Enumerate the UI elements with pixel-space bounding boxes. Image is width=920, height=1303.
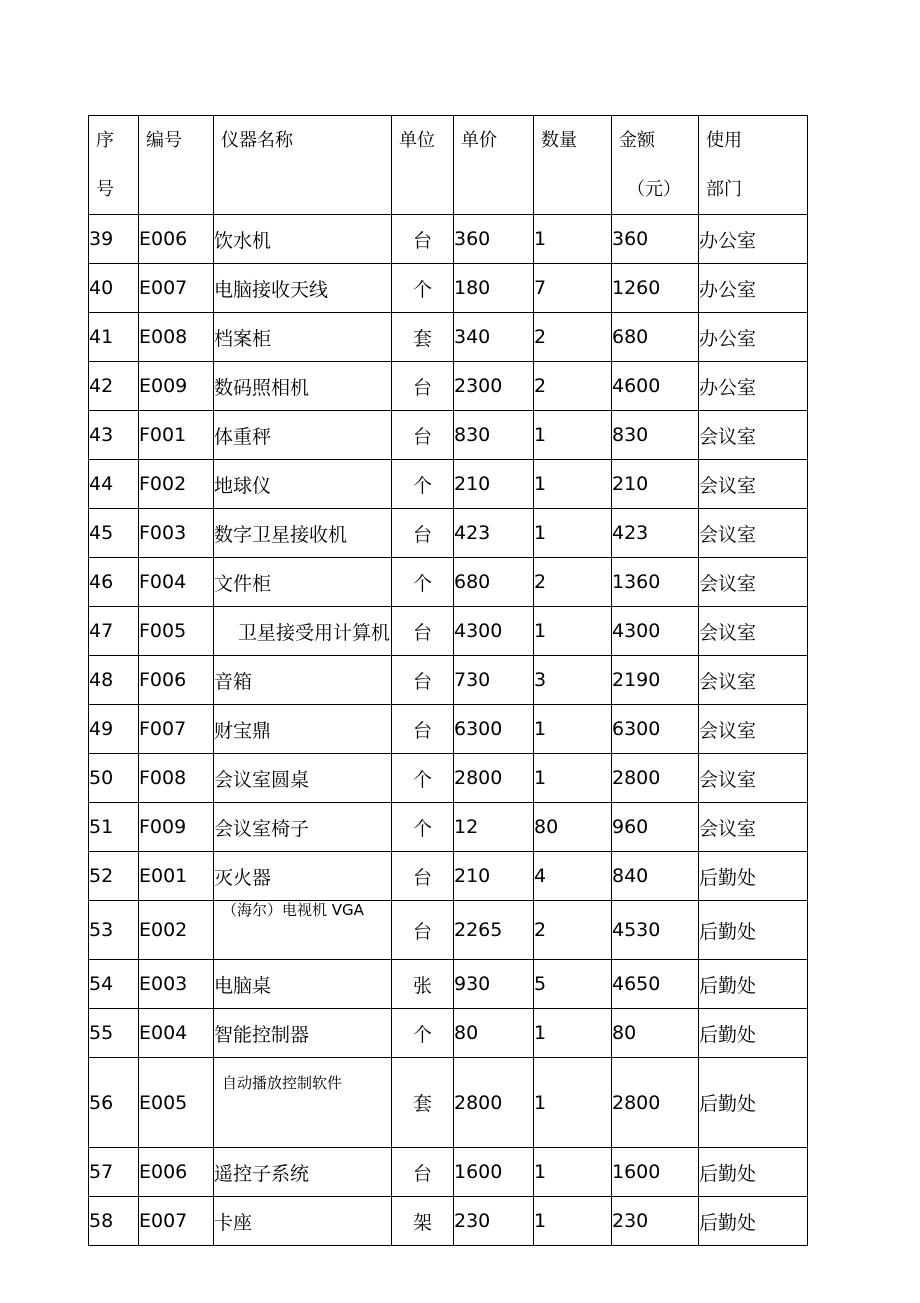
row-name: 卡座 [214, 1197, 392, 1246]
row-quantity: 1 [534, 705, 612, 754]
row-code: E007 [139, 1197, 214, 1246]
row-name: 档案柜 [214, 313, 392, 362]
row-code: E006 [139, 215, 214, 264]
row-amount: 960 [612, 803, 699, 852]
row-name: 数码照相机 [214, 362, 392, 411]
row-index: 46 [89, 558, 139, 607]
row-amount: 4530 [612, 901, 699, 960]
row-price: 180 [454, 264, 534, 313]
row-department: 后勤处 [699, 1197, 808, 1246]
row-amount: 210 [612, 460, 699, 509]
row-code: E007 [139, 264, 214, 313]
row-code: E006 [139, 1148, 214, 1197]
row-price: 680 [454, 558, 534, 607]
row-index: 57 [89, 1148, 139, 1197]
row-code: E009 [139, 362, 214, 411]
row-name-text: （海尔）电视机 VGA [222, 901, 364, 919]
row-name-text: 自动播放控制软件 [222, 1073, 343, 1092]
row-quantity: 1 [534, 1148, 612, 1197]
row-index: 53 [89, 901, 139, 960]
row-index: 51 [89, 803, 139, 852]
row-quantity: 1 [534, 607, 612, 656]
row-department: 会议室 [699, 705, 808, 754]
table-row [89, 656, 808, 705]
equipment-table [88, 115, 808, 1246]
row-name: 电脑桌 [214, 960, 392, 1009]
row-amount: 2190 [612, 656, 699, 705]
header-row [89, 116, 808, 215]
row-price: 1600 [454, 1148, 534, 1197]
row-unit: 套 [392, 313, 454, 362]
row-price: 830 [454, 411, 534, 460]
row-unit: 个 [392, 460, 454, 509]
row-department: 会议室 [699, 460, 808, 509]
row-department: 会议室 [699, 411, 808, 460]
row-name: 电脑接收天线 [214, 264, 392, 313]
row-index: 42 [89, 362, 139, 411]
table-row [89, 803, 808, 852]
row-department: 后勤处 [699, 901, 808, 960]
row-unit: 个 [392, 754, 454, 803]
row-amount: 4650 [612, 960, 699, 1009]
row-unit: 台 [392, 362, 454, 411]
table-row [89, 509, 808, 558]
row-index: 49 [89, 705, 139, 754]
row-department: 办公室 [699, 215, 808, 264]
table-row [89, 1009, 808, 1058]
row-code: F001 [139, 411, 214, 460]
row-amount: 4600 [612, 362, 699, 411]
row-index: 54 [89, 960, 139, 1009]
header-code: 编号 [139, 116, 214, 215]
row-department: 会议室 [699, 607, 808, 656]
row-price: 210 [454, 460, 534, 509]
row-unit: 张 [392, 960, 454, 1009]
table-row [89, 411, 808, 460]
row-price: 930 [454, 960, 534, 1009]
row-code: E004 [139, 1009, 214, 1058]
row-amount: 4300 [612, 607, 699, 656]
row-code: E003 [139, 960, 214, 1009]
row-name: 体重秤 [214, 411, 392, 460]
row-amount: 830 [612, 411, 699, 460]
row-price: 6300 [454, 705, 534, 754]
row-index: 40 [89, 264, 139, 313]
row-amount: 1260 [612, 264, 699, 313]
row-code: F009 [139, 803, 214, 852]
header-idx: 序 号 [89, 116, 139, 215]
row-price: 730 [454, 656, 534, 705]
row-quantity: 1 [534, 215, 612, 264]
table-row [89, 1148, 808, 1197]
row-quantity: 1 [534, 1009, 612, 1058]
table-row [89, 362, 808, 411]
row-quantity: 4 [534, 852, 612, 901]
row-index: 47 [89, 607, 139, 656]
row-unit: 个 [392, 1009, 454, 1058]
row-price: 360 [454, 215, 534, 264]
row-quantity: 80 [534, 803, 612, 852]
row-name: 财宝鼎 [214, 705, 392, 754]
row-code: F004 [139, 558, 214, 607]
row-name: 智能控制器 [214, 1009, 392, 1058]
row-price: 210 [454, 852, 534, 901]
row-unit: 台 [392, 901, 454, 960]
row-department: 会议室 [699, 509, 808, 558]
table-row [89, 960, 808, 1009]
row-price: 423 [454, 509, 534, 558]
table-row [89, 264, 808, 313]
row-code: E001 [139, 852, 214, 901]
header-dept: 使用 部门 [699, 116, 808, 215]
row-unit: 台 [392, 607, 454, 656]
row-quantity: 1 [534, 509, 612, 558]
table-row [89, 901, 808, 960]
row-code: E002 [139, 901, 214, 960]
row-quantity: 1 [534, 460, 612, 509]
row-unit: 个 [392, 264, 454, 313]
row-quantity: 2 [534, 901, 612, 960]
row-department: 会议室 [699, 803, 808, 852]
row-index: 43 [89, 411, 139, 460]
row-amount: 680 [612, 313, 699, 362]
row-quantity: 2 [534, 362, 612, 411]
table-row [89, 460, 808, 509]
row-quantity: 1 [534, 411, 612, 460]
row-amount: 2800 [612, 754, 699, 803]
row-price: 12 [454, 803, 534, 852]
row-name: 饮水机 [214, 215, 392, 264]
row-price: 2800 [454, 1058, 534, 1148]
row-department: 后勤处 [699, 960, 808, 1009]
row-unit: 架 [392, 1197, 454, 1246]
row-department: 后勤处 [699, 1009, 808, 1058]
row-quantity: 2 [534, 313, 612, 362]
table-row [89, 607, 808, 656]
header-unit: 单位 [392, 116, 454, 215]
row-quantity: 5 [534, 960, 612, 1009]
table-row [89, 705, 808, 754]
row-name: 遥控子系统 [214, 1148, 392, 1197]
row-department: 后勤处 [699, 1148, 808, 1197]
row-department: 会议室 [699, 656, 808, 705]
row-name [214, 1058, 392, 1148]
row-amount: 840 [612, 852, 699, 901]
row-index: 44 [89, 460, 139, 509]
row-amount: 360 [612, 215, 699, 264]
row-amount: 230 [612, 1197, 699, 1246]
row-quantity: 2 [534, 558, 612, 607]
row-code: F002 [139, 460, 214, 509]
row-amount: 423 [612, 509, 699, 558]
row-price: 2300 [454, 362, 534, 411]
row-name: 数字卫星接收机 [214, 509, 392, 558]
row-index: 39 [89, 215, 139, 264]
row-code: F008 [139, 754, 214, 803]
table-row [89, 1058, 808, 1148]
row-amount: 6300 [612, 705, 699, 754]
row-amount: 2800 [612, 1058, 699, 1148]
table-row [89, 215, 808, 264]
row-price: 4300 [454, 607, 534, 656]
row-index: 45 [89, 509, 139, 558]
row-department: 办公室 [699, 313, 808, 362]
header-amount: 金额 （元） [612, 116, 699, 215]
row-unit: 台 [392, 509, 454, 558]
row-unit: 台 [392, 656, 454, 705]
row-code: F003 [139, 509, 214, 558]
row-index: 50 [89, 754, 139, 803]
row-amount: 1360 [612, 558, 699, 607]
row-price: 2265 [454, 901, 534, 960]
row-unit: 台 [392, 705, 454, 754]
row-quantity: 1 [534, 1058, 612, 1148]
row-index: 52 [89, 852, 139, 901]
header-qty: 数量 [534, 116, 612, 215]
row-department: 后勤处 [699, 1058, 808, 1148]
row-code: E005 [139, 1058, 214, 1148]
row-code: F006 [139, 656, 214, 705]
row-amount: 80 [612, 1009, 699, 1058]
table-row [89, 852, 808, 901]
row-price: 230 [454, 1197, 534, 1246]
row-index: 48 [89, 656, 139, 705]
row-department: 会议室 [699, 754, 808, 803]
row-department: 会议室 [699, 558, 808, 607]
row-index: 56 [89, 1058, 139, 1148]
row-code: F007 [139, 705, 214, 754]
row-unit: 个 [392, 558, 454, 607]
table-row [89, 313, 808, 362]
row-unit: 台 [392, 411, 454, 460]
row-name: 卫星接受用计算机 [214, 607, 392, 656]
row-code: F005 [139, 607, 214, 656]
row-quantity: 1 [534, 754, 612, 803]
row-name: 灭火器 [214, 852, 392, 901]
row-quantity: 3 [534, 656, 612, 705]
row-name: 音箱 [214, 656, 392, 705]
table-row [89, 754, 808, 803]
row-unit: 套 [392, 1058, 454, 1148]
table-row [89, 1197, 808, 1246]
row-name: 地球仪 [214, 460, 392, 509]
row-index: 41 [89, 313, 139, 362]
row-code: E008 [139, 313, 214, 362]
row-unit: 个 [392, 803, 454, 852]
row-unit: 台 [392, 215, 454, 264]
row-amount: 1600 [612, 1148, 699, 1197]
row-price: 80 [454, 1009, 534, 1058]
row-index: 55 [89, 1009, 139, 1058]
row-name: 会议室椅子 [214, 803, 392, 852]
row-price: 340 [454, 313, 534, 362]
row-department: 办公室 [699, 264, 808, 313]
row-quantity: 1 [534, 1197, 612, 1246]
row-index: 58 [89, 1197, 139, 1246]
row-department: 办公室 [699, 362, 808, 411]
row-quantity: 7 [534, 264, 612, 313]
header-name: 仪器名称 [214, 116, 392, 215]
row-unit: 台 [392, 1148, 454, 1197]
row-name [214, 901, 392, 960]
row-name: 文件柜 [214, 558, 392, 607]
row-department: 后勤处 [699, 852, 808, 901]
table-row [89, 558, 808, 607]
header-price: 单价 [454, 116, 534, 215]
row-price: 2800 [454, 754, 534, 803]
row-name: 会议室圆桌 [214, 754, 392, 803]
row-unit: 台 [392, 852, 454, 901]
